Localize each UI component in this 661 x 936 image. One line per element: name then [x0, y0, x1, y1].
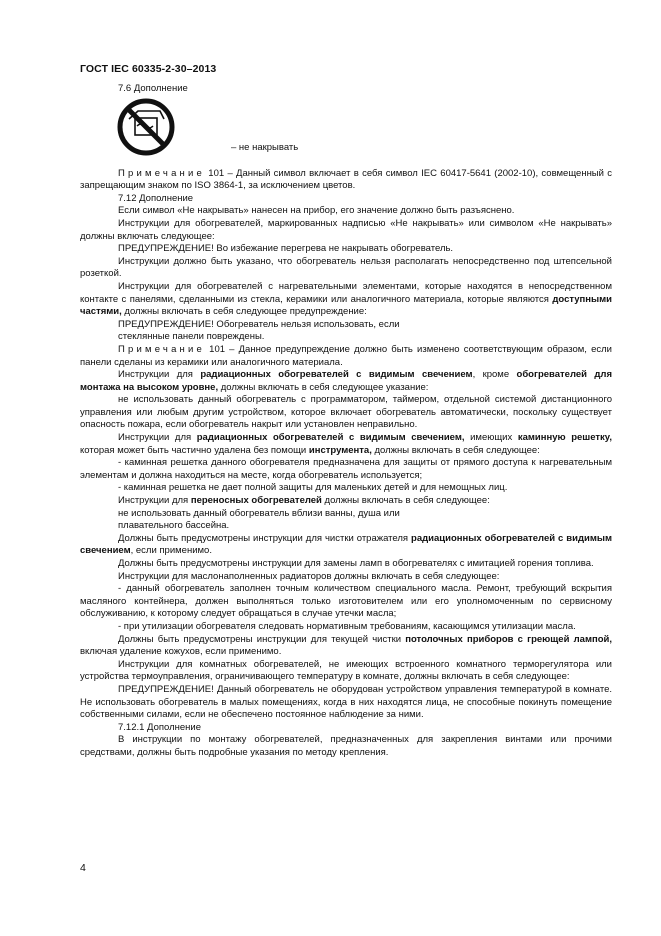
- paragraph: Инструкции для комнатных обогревателей, не имеющих встроенного комнатного терморегулятора или устройства термоуправления, ограничивающего температуру в комнате, должны включать в себя следующее:: [80, 658, 612, 683]
- symbol-caption: – не накрывать: [231, 142, 299, 153]
- paragraph: Инструкции для обогревателей с нагревательными элементами, которые находятся в непосредственном контакте с панелями, сделанными из стекла, керамики или аналогичного материала, которые являются доступными частями, должны включать в себя следующее предупреждение:: [80, 280, 612, 318]
- warning: ПРЕДУПРЕЖДЕНИЕ! Обогреватель нельзя использовать, если: [118, 318, 400, 330]
- note-101-b: Примечание 101 – Данное предупреждение должно быть изменено соответствующим образом, если панели сделаны из керамики или аналогичного материала.: [80, 343, 612, 368]
- paragraph: Если символ «Не накрывать» нанесен на прибор, его значение должно быть разъяснено.: [118, 205, 515, 217]
- section-7-12-title: 7.12 Дополнение: [118, 192, 194, 204]
- paragraph: Инструкции для обогревателей, маркированных надписью «Не накрывать» или символом «Не накрывать» должны включать следующее:: [80, 217, 612, 242]
- paragraph: Инструкции для маслонаполненных радиаторов должны включать в себя следующее:: [118, 570, 500, 582]
- list-item: - данный обогреватель заполнен точным количеством специального масла. Ремонт, требующий вскрытия масляного контейнера, должен выполняться только изготовителем или его уполномоченным по сервисному обслуживанию, к которому следует обращаться в случае утечки масла;: [80, 583, 612, 620]
- paragraph: Инструкции для радиационных обогревателей с видимым свечением, имеющих каминную решетку, которая может быть частично удалена без помощи инструмента, должны включать в себя следующее:: [80, 432, 612, 456]
- list-item: - каминная решетка данного обогревателя предназначена для защиты от прямого доступа к нагревательным элементам и должна находиться на месте, когда обогреватель используется;: [80, 457, 612, 481]
- paragraph: В инструкции по монтажу обогревателей, предназначенных для закрепления винтами или прочими средствами, должны быть подробные указания по методу крепления.: [80, 734, 612, 758]
- paragraph: Инструкции для переносных обогревателей должны включать в себя следующее:: [118, 495, 490, 507]
- paragraph: Должны быть предусмотрены инструкции для замены ламп в обогревателях с имитацией горения топлива.: [118, 558, 594, 569]
- paragraph: Инструкции для радиационных обогревателей с видимым свечением, кроме обогревателей для монтажа на высоком уровне, должны включать в себя следующее указание:: [80, 369, 612, 393]
- paragraph: плавательного бассейна.: [118, 520, 230, 532]
- document-header: ГОСТ IEC 60335-2-30–2013: [80, 63, 217, 75]
- paragraph: Должны быть предусмотрены инструкции для чистки отражателя радиационных обогревателей с видимым свечением, если применимо.: [80, 532, 612, 557]
- page-number: 4: [80, 862, 86, 874]
- list-item: - каминная решетка не дает полной защиты для маленьких детей и для немощных лиц.: [118, 482, 508, 494]
- list-item: - при утилизации обогревателя следовать нормативным требованиям, касающимся утилизации масла.: [118, 620, 576, 632]
- symbol-spacer: [80, 96, 612, 168]
- warning-cont: стеклянные панели повреждены.: [118, 331, 265, 343]
- note-101-a: Примечание 101 – Данный символ включает в себя символ IEC 60417-5641 (2002-10), совмещенный с запрещающим знаком по ISO 3864-1, за исключением цветов.: [80, 167, 612, 192]
- paragraph: Инструкции должно быть указано, что обогреватель нельзя располагать непосредственно под штепсельной розеткой.: [80, 255, 612, 280]
- paragraph: не использовать данный обогреватель с программатором, таймером, отдельной системой дистанционного управления или любым другим устройством, которое включает обогреватель автоматически, поскольку существует опасность пожара, если обогреватель накрыт или установлен неправильно.: [80, 394, 612, 431]
- section-7-6-title: 7.6 Дополнение: [118, 83, 188, 94]
- warning: ПРЕДУПРЕЖДЕНИЕ! Данный обогреватель не оборудован устройством управления температурой в комнате. Не использовать обогреватель в малых помещениях, когда в них находятся лица, не способные покинуть помещение собственными силами, если не обеспечено постоянное наблюдение за ними.: [80, 683, 612, 721]
- paragraph: Должны быть предусмотрены инструкции для текущей чистки потолочных приборов с греющей лампой, включая удаление кожухов, если применимо.: [80, 633, 612, 658]
- document-body: [80, 83, 612, 760]
- warning: ПРЕДУПРЕЖДЕНИЕ! Во избежание перегрева не накрывать обогреватель.: [118, 243, 454, 255]
- paragraph: не использовать данный обогреватель вблизи ванны, душа или: [118, 507, 400, 519]
- section-7-12-1-title: 7.12.1 Дополнение: [118, 721, 202, 733]
